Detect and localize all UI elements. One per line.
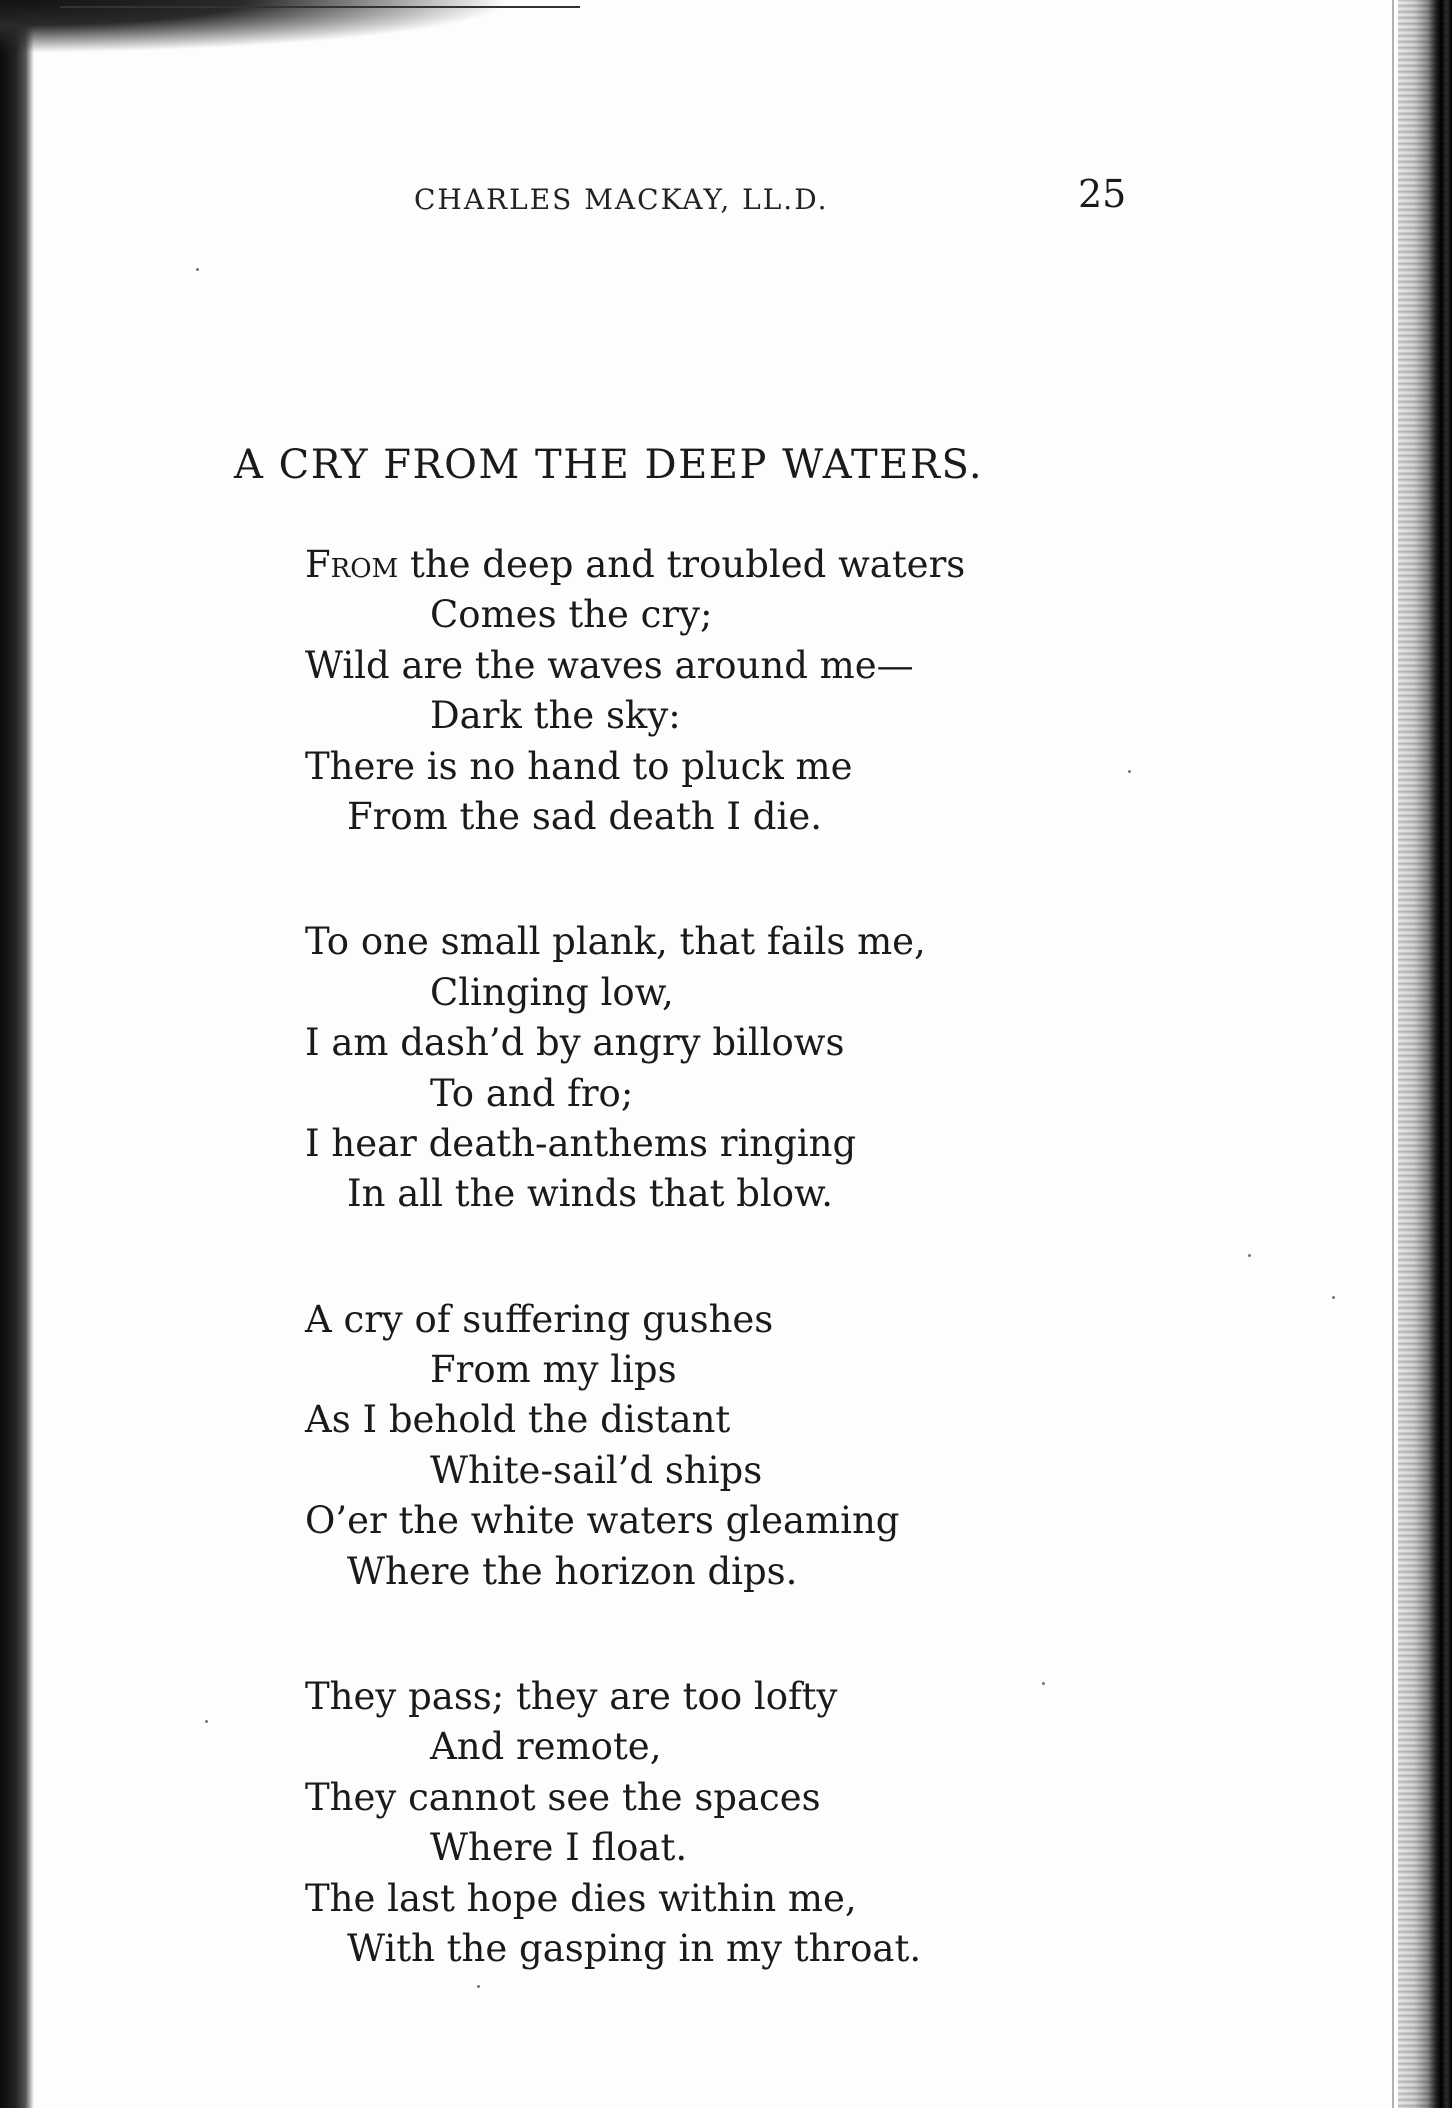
poem-line: From my lips	[430, 1348, 677, 1392]
print-speck	[1128, 770, 1131, 773]
poem-line: To and fro;	[430, 1071, 634, 1115]
poem-line: I hear death-anthems ringing	[305, 1121, 857, 1165]
page-edge-line	[1392, 0, 1394, 2108]
binding-shadow-top	[0, 0, 580, 60]
poem-line: To one small plank, that fails me,	[305, 920, 926, 964]
stanza	[305, 540, 1065, 842]
poem-line: They pass; they are too lofty	[305, 1675, 838, 1719]
poem-line: The last hope dies within me,	[305, 1876, 857, 1920]
poem-line: Where I float.	[430, 1826, 688, 1870]
poem-line: From the sad death I die.	[347, 794, 822, 838]
print-speck	[1248, 1254, 1251, 1257]
poem-line-text: the deep and troubled waters	[398, 543, 966, 586]
poem-line: Where the horizon dips.	[347, 1549, 798, 1593]
binding-shadow-left	[0, 0, 34, 2108]
poem-line: I am dash’d by angry billows	[305, 1021, 845, 1065]
poem-line: Dark the sky:	[430, 694, 681, 738]
poem-line: White-sail’d ships	[430, 1448, 763, 1492]
stanza	[305, 1672, 1065, 1974]
poem-line: There is no hand to pluck me	[305, 744, 853, 788]
stanza	[305, 1295, 1065, 1597]
drop-word: From	[305, 543, 399, 586]
poem-line: O’er the white waters gleaming	[305, 1499, 900, 1543]
poem-line: With the gasping in my throat.	[347, 1926, 922, 1970]
print-speck	[196, 268, 199, 271]
poem-line: As I behold the distant	[305, 1398, 731, 1442]
poem-body	[305, 540, 1065, 2049]
print-speck	[1042, 1682, 1045, 1685]
poem-line: Comes the cry;	[430, 593, 713, 637]
print-speck	[477, 1985, 480, 1988]
poem-line: In all the winds that blow.	[347, 1172, 834, 1216]
running-head: CHARLES MACKAY, LL.D.	[414, 183, 829, 216]
poem-title: A CRY FROM THE DEEP WATERS.	[234, 442, 984, 488]
print-speck	[205, 1720, 208, 1723]
page-number: 25	[1078, 172, 1127, 216]
poem-line: And remote,	[430, 1725, 662, 1769]
poem-line: Clinging low,	[430, 970, 674, 1014]
poem-line: A cry of suffering gushes	[305, 1297, 774, 1341]
print-speck	[1332, 1296, 1335, 1299]
stanza	[305, 917, 1065, 1219]
poem-line: They cannot see the spaces	[305, 1775, 821, 1819]
page-edge-right	[1398, 0, 1452, 2108]
top-rule	[60, 6, 580, 8]
poem-line: Wild are the waves around me—	[305, 643, 914, 687]
poem-line	[305, 540, 1065, 590]
